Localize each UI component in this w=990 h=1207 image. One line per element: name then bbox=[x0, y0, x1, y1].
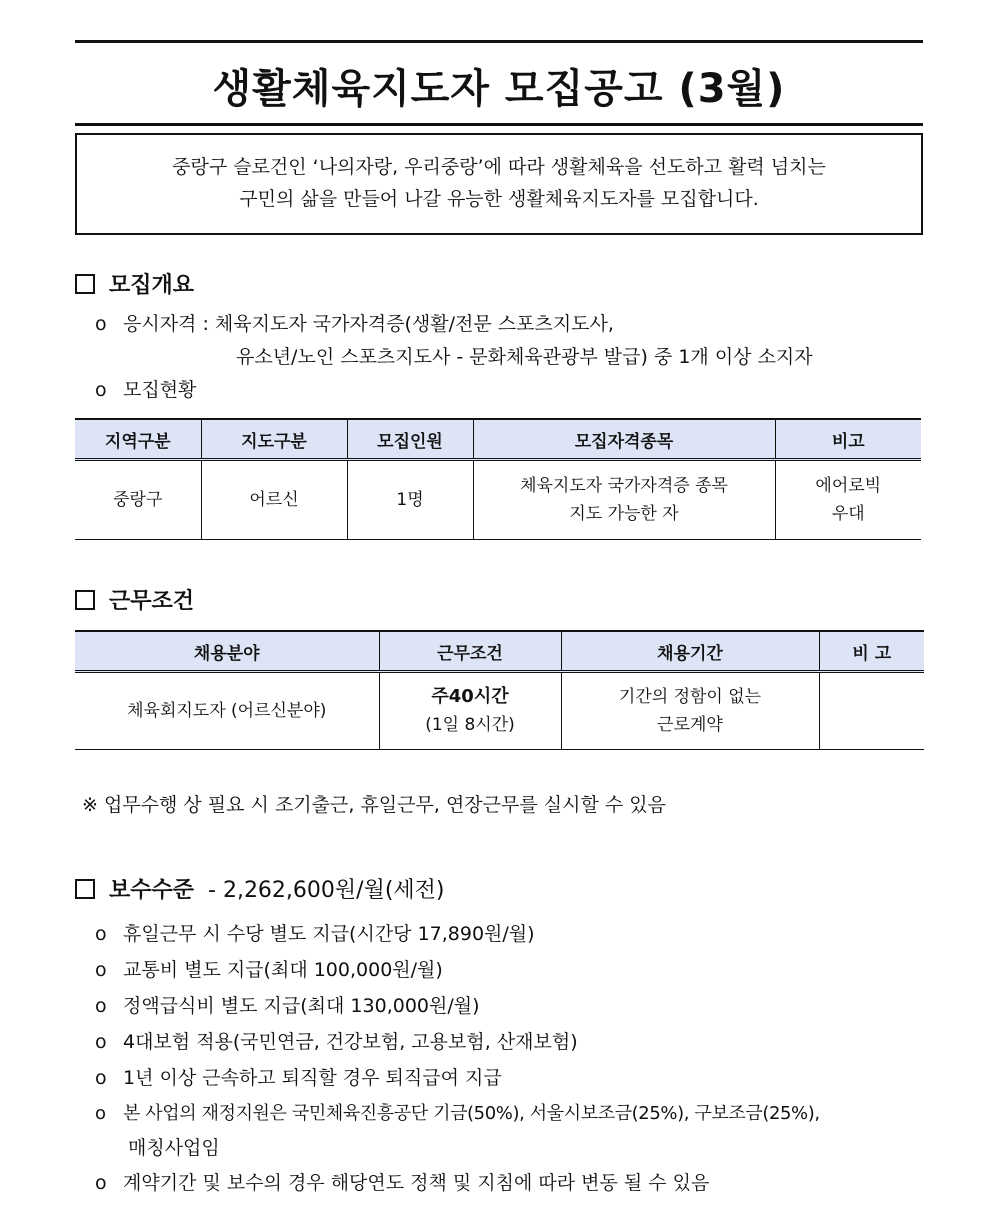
cell-field-line-2: 지도 가능한 자 bbox=[569, 504, 679, 524]
bullet: o bbox=[95, 923, 107, 945]
section-recruit-overview-heading bbox=[75, 268, 194, 299]
title-block bbox=[75, 40, 923, 126]
status-label: 모집현황 bbox=[123, 379, 197, 401]
cell-period bbox=[561, 672, 819, 750]
qualification-line-1 bbox=[95, 309, 614, 336]
bullet: o bbox=[95, 1172, 107, 1194]
list-item bbox=[95, 991, 480, 1018]
bullet: o bbox=[95, 379, 107, 401]
table-row bbox=[75, 460, 921, 540]
header-count: 모집인원 bbox=[347, 419, 473, 460]
cell-type: 어르신 bbox=[201, 460, 347, 540]
header-note: 비고 bbox=[775, 419, 921, 460]
recruit-status-table bbox=[75, 418, 921, 540]
section-title: 근무조건 bbox=[109, 589, 195, 614]
bullet: o bbox=[95, 1067, 107, 1089]
header-period: 채용기간 bbox=[561, 631, 819, 672]
bullet: o bbox=[95, 313, 107, 335]
intro-box bbox=[75, 133, 923, 235]
list-item bbox=[95, 955, 443, 982]
section-salary-heading bbox=[75, 873, 445, 904]
table-header-row bbox=[75, 631, 924, 672]
list-item-text: 휴일근무 시 수당 별도 지급(시간당 17,890원/월) bbox=[123, 923, 535, 945]
cell-hours-sub: (1일 8시간) bbox=[425, 715, 515, 735]
page-title: 생활체육지도자 모집공고 (3월) bbox=[212, 66, 786, 112]
list-item bbox=[95, 919, 535, 946]
intro-line-2: 구민의 삶을 만들어 나갈 유능한 생활체육지도자를 모집합니다. bbox=[239, 188, 759, 210]
header-note: 비 고 bbox=[819, 631, 924, 672]
bullet: o bbox=[95, 1103, 106, 1124]
bullet: o bbox=[95, 995, 107, 1017]
section-work-conditions-heading bbox=[75, 584, 194, 615]
header-hours: 근무조건 bbox=[379, 631, 561, 672]
cell-note-line-1: 에어로빅 bbox=[815, 476, 882, 496]
header-region: 지역구분 bbox=[75, 419, 201, 460]
status-line bbox=[95, 375, 196, 402]
checkbox-square-icon bbox=[75, 879, 95, 899]
cell-field: 체육회지도자 (어르신분야) bbox=[75, 672, 379, 750]
checkbox-square-icon bbox=[75, 590, 95, 610]
table-row bbox=[75, 672, 924, 750]
list-item-text: 계약기간 및 보수의 경우 해당연도 정책 및 지침에 따라 변동 될 수 있음 bbox=[123, 1172, 710, 1194]
section-title: 보수수준 bbox=[109, 878, 195, 903]
list-item-text: 교통비 별도 지급(최대 100,000원/월) bbox=[123, 959, 443, 981]
qualification-line-2: 유소년/노인 스포츠지도사 - 문화체육관광부 발급) 중 1개 이상 소지자 bbox=[236, 346, 813, 368]
list-item bbox=[95, 1168, 709, 1195]
cell-count: 1명 bbox=[347, 460, 473, 540]
list-item-text: 정액급식비 별도 지급(최대 130,000원/월) bbox=[123, 995, 480, 1017]
list-item-continuation: 매칭사업임 bbox=[128, 1137, 220, 1159]
cell-region: 중랑구 bbox=[75, 460, 201, 540]
work-conditions-table bbox=[75, 630, 924, 750]
section-title: 모집개요 bbox=[109, 273, 195, 298]
cell-hours bbox=[379, 672, 561, 750]
table-header-row bbox=[75, 419, 921, 460]
list-item bbox=[95, 1063, 502, 1090]
list-item-text: 4대보험 적용(국민연금, 건강보험, 고용보험, 산재보험) bbox=[123, 1031, 578, 1053]
intro-line-1: 중랑구 슬로건인 ‘나의자랑, 우리중랑’에 따라 생활체육을 선도하고 활력 넘치는 bbox=[172, 156, 826, 178]
list-item bbox=[95, 1027, 578, 1054]
cell-period-line-1: 기간의 정함이 없는 bbox=[618, 687, 762, 707]
cell-note bbox=[775, 460, 921, 540]
header-field: 모집자격종목 bbox=[473, 419, 775, 460]
salary-amount: - 2,262,600원/월(세전) bbox=[208, 878, 445, 903]
cell-field bbox=[473, 460, 775, 540]
qualification-text-1: 체육지도자 국가자격증(생활/전문 스포츠지도사, bbox=[214, 313, 614, 335]
bullet: o bbox=[95, 1031, 107, 1053]
header-type: 지도구분 bbox=[201, 419, 347, 460]
work-note: ※ 업무수행 상 필요 시 조기출근, 휴일근무, 연장근무를 실시할 수 있음 bbox=[82, 794, 666, 816]
cell-note-line-2: 우대 bbox=[831, 504, 865, 524]
header-field: 채용분야 bbox=[75, 631, 379, 672]
cell-note bbox=[819, 672, 924, 750]
cell-field-line-1: 체육지도자 국가자격증 종목 bbox=[520, 476, 728, 496]
qualification-label: 응시자격 : bbox=[123, 313, 209, 335]
list-item-text: 본 사업의 재정지원은 국민체육진흥공단 기금(50%), 서울시보조금(25%), 구보조금(25%), bbox=[123, 1103, 820, 1124]
cell-hours-main: 주40시간 bbox=[431, 686, 509, 707]
list-item bbox=[95, 1099, 820, 1125]
checkbox-square-icon bbox=[75, 274, 95, 294]
bullet: o bbox=[95, 959, 107, 981]
list-item-text: 1년 이상 근속하고 퇴직할 경우 퇴직급여 지급 bbox=[123, 1067, 502, 1089]
cell-period-line-2: 근로계약 bbox=[657, 715, 723, 735]
